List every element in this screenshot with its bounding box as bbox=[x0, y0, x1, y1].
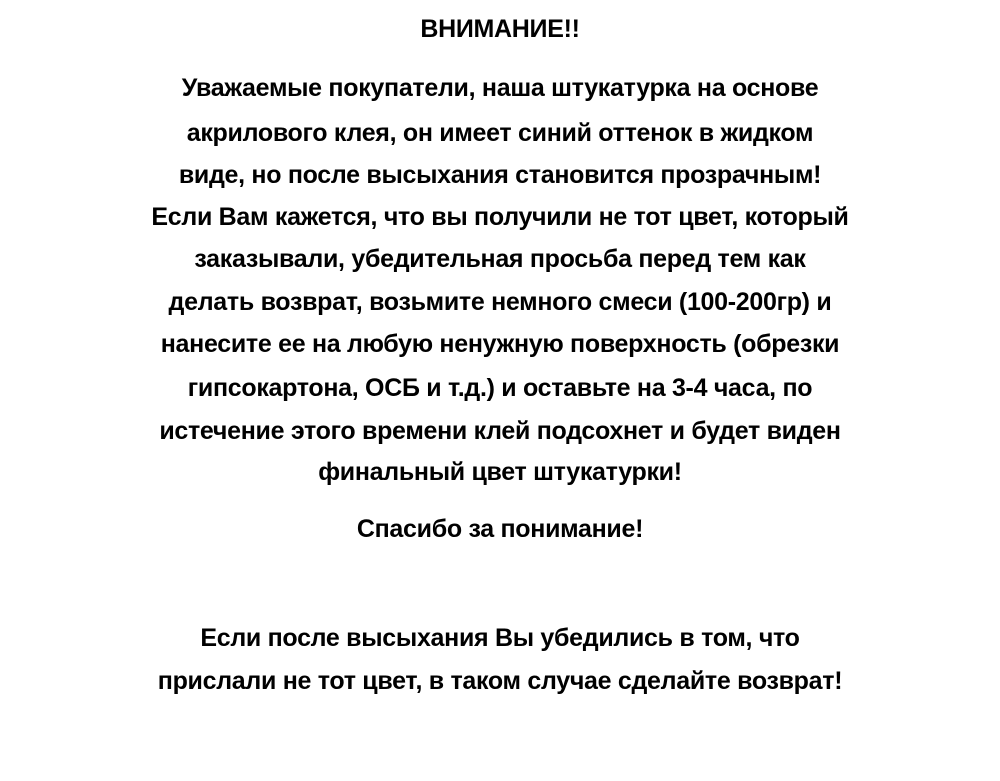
body-line: виде, но после высыхания становится прозрачным! bbox=[178, 161, 822, 189]
footer-line: прислали не тот цвет, в таком случае сделайте возврат! bbox=[157, 667, 843, 695]
thanks-line: Спасибо за понимание! bbox=[356, 515, 644, 543]
body-line: финальный цвет штукатурки! bbox=[318, 458, 682, 486]
body-line: нанесите ее на любую ненужную поверхность (обрезки bbox=[160, 330, 840, 358]
body-line: акрилового клея, он имеет синий оттенок в жидком bbox=[186, 119, 814, 147]
footer-line: Если после высыхания Вы убедились в том, что bbox=[200, 624, 800, 652]
body-line: заказывали, убедительная просьба перед тем как bbox=[194, 245, 806, 273]
body-line: делать возврат, возьмите немного смеси (100-200гр) и bbox=[168, 288, 832, 316]
body-line: Если Вам кажется, что вы получили не тот цвет, который bbox=[151, 203, 849, 231]
body-line: Уважаемые покупатели, наша штукатурка на основе bbox=[181, 74, 819, 102]
body-line: гипсокартона, ОСБ и т.д.) и оставьте на 3-4 часа, по bbox=[187, 374, 813, 402]
body-line: истечение этого времени клей подсохнет и будет виден bbox=[159, 417, 841, 445]
notice-title: ВНИМАНИЕ!! bbox=[420, 15, 580, 43]
